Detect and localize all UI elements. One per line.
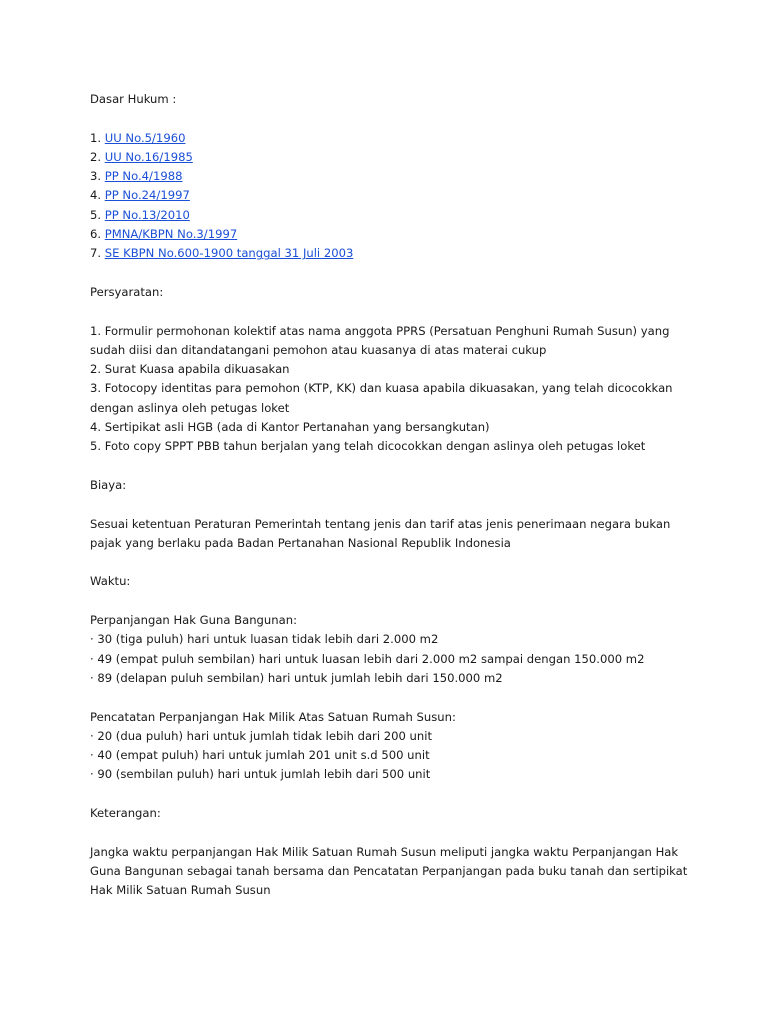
waktu-heading: Waktu: xyxy=(90,574,131,589)
section-biaya xyxy=(90,476,690,553)
law-item xyxy=(90,244,690,263)
requirement-line: 5. Foto copy SPPT PBB tahun berjalan yang telah dicocokkan dengan aslinya oleh petugas loket xyxy=(90,439,646,454)
law-item-number: 4. xyxy=(90,188,105,203)
law-item xyxy=(90,225,690,244)
dasar-hukum-heading: Dasar Hukum : xyxy=(90,92,177,106)
biaya-heading: Biaya: xyxy=(90,477,127,492)
section-persyaratan xyxy=(90,283,690,457)
spacer xyxy=(90,109,690,128)
law-link-se-kbpn-600-1900[interactable]: SE KBPN No.600-1900 tanggal 31 Juli 2003 xyxy=(104,246,354,261)
hgb-duration-line: · 89 (delapan puluh sembilan) hari untuk jumlah lebih dari 150.000 m2 xyxy=(90,670,503,685)
hgb-duration-line: · 30 (tiga puluh) hari untuk luasan tidak lebih dari 2.000 m2 xyxy=(90,632,439,647)
section-dasar-hukum xyxy=(90,90,690,264)
law-link-uu-5-1960[interactable]: UU No.5/1960 xyxy=(104,130,186,145)
hmsrs-duration-line: · 40 (empat puluh) hari untuk jumlah 201 unit s.d 500 unit xyxy=(90,748,430,763)
keterangan-line: Guna Bangunan sebagai tanah bersama dan Pencatatan Perpanjangan pada buku tanah dan sertipikat xyxy=(90,863,688,878)
spacer xyxy=(90,495,690,514)
biaya-line: pajak yang berlaku pada Badan Pertanahan Nasional Republik Indonesia xyxy=(90,535,511,550)
law-item-number: 3. xyxy=(90,169,105,184)
requirement-line: 3. Fotocopy identitas para pemohon (KTP, KK) dan kuasa apabila dikuasakan, yang telah dicocokkan xyxy=(90,381,673,396)
law-item-number: 1. xyxy=(90,130,105,145)
document-page xyxy=(90,90,690,900)
law-item-number: 5. xyxy=(90,207,105,222)
spacer xyxy=(90,302,690,321)
hmsrs-heading: Pencatatan Perpanjangan Hak Milik Atas Satuan Rumah Susun: xyxy=(90,709,456,724)
spacer xyxy=(90,688,690,707)
law-item xyxy=(90,206,690,225)
spacer xyxy=(90,264,690,283)
hmsrs-duration-line: · 20 (dua puluh) hari untuk jumlah tidak lebih dari 200 unit xyxy=(90,728,433,743)
law-link-pp-13-2010[interactable]: PP No.13/2010 xyxy=(104,207,190,222)
law-item-number: 2. xyxy=(90,149,105,164)
biaya-line: Sesuai ketentuan Peraturan Pemerintah tentang jenis dan tarif atas jenis penerimaan negara bukan xyxy=(90,516,671,531)
law-item-number: 7. xyxy=(90,246,105,261)
law-link-pmna-kbpn-3-1997[interactable]: PMNA/KBPN No.3/1997 xyxy=(104,227,238,242)
section-keterangan xyxy=(90,804,690,900)
section-waktu xyxy=(90,572,690,784)
spacer xyxy=(90,823,690,842)
requirement-line: dengan aslinya oleh petugas loket xyxy=(90,400,290,415)
spacer xyxy=(90,785,690,804)
spacer xyxy=(90,457,690,476)
requirement-line: 1. Formulir permohonan kolektif atas nama anggota PPRS (Persatuan Penghuni Rumah Susun) yang xyxy=(90,323,670,338)
law-item xyxy=(90,129,690,148)
law-link-pp-24-1997[interactable]: PP No.24/1997 xyxy=(104,188,190,203)
law-item xyxy=(90,167,690,186)
law-link-uu-16-1985[interactable]: UU No.16/1985 xyxy=(104,149,193,164)
persyaratan-heading: Persyaratan: xyxy=(90,284,164,299)
hmsrs-duration-line: · 90 (sembilan puluh) hari untuk jumlah lebih dari 500 unit xyxy=(90,767,431,782)
law-item xyxy=(90,186,690,205)
spacer xyxy=(90,592,690,611)
keterangan-line: Jangka waktu perpanjangan Hak Milik Satuan Rumah Susun meliputi jangka waktu Perpanjangan Hak xyxy=(90,844,679,859)
spacer xyxy=(90,553,690,572)
requirement-line: 2. Surat Kuasa apabila dikuasakan xyxy=(90,362,290,377)
law-item-number: 6. xyxy=(90,227,105,242)
hgb-heading: Perpanjangan Hak Guna Bangunan: xyxy=(90,613,297,628)
keterangan-line: Hak Milik Satuan Rumah Susun xyxy=(90,883,271,898)
keterangan-heading: Keterangan: xyxy=(90,805,161,820)
requirement-line: sudah diisi dan ditandatangani pemohon atau kuasanya di atas materai cukup xyxy=(90,342,547,357)
law-item xyxy=(90,148,690,167)
law-link-pp-4-1988[interactable]: PP No.4/1988 xyxy=(104,169,183,184)
hgb-duration-line: · 49 (empat puluh sembilan) hari untuk luasan lebih dari 2.000 m2 sampai dengan 150.000 m2 xyxy=(90,651,645,666)
requirement-line: 4. Sertipikat asli HGB (ada di Kantor Pertanahan yang bersangkutan) xyxy=(90,420,490,435)
